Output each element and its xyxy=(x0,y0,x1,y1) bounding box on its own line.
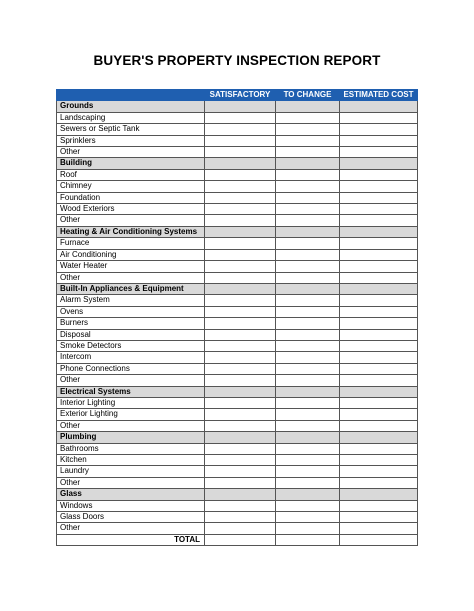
item-row xyxy=(57,238,418,249)
satisfactory-cell[interactable] xyxy=(205,500,276,511)
item-row xyxy=(57,272,418,283)
satisfactory-cell[interactable] xyxy=(205,112,276,123)
satisfactory-cell[interactable] xyxy=(205,192,276,203)
to-change-cell xyxy=(276,432,340,443)
item-row xyxy=(57,512,418,523)
item-label: Chimney xyxy=(57,181,205,192)
estimated-cost-cell[interactable] xyxy=(340,329,418,340)
satisfactory-cell[interactable] xyxy=(205,443,276,454)
satisfactory-cell[interactable] xyxy=(205,375,276,386)
item-label: Other xyxy=(57,477,205,488)
to-change-cell[interactable] xyxy=(276,238,340,249)
section-heading: Building xyxy=(57,158,205,169)
section-row xyxy=(57,158,418,169)
to-change-cell[interactable] xyxy=(276,147,340,158)
section-heading: Glass xyxy=(57,489,205,500)
estimated-cost-cell[interactable] xyxy=(340,363,418,374)
item-label: Intercom xyxy=(57,352,205,363)
estimated-cost-cell xyxy=(340,489,418,500)
satisfactory-cell xyxy=(205,101,276,112)
item-label: Other xyxy=(57,272,205,283)
section-row xyxy=(57,432,418,443)
to-change-cell[interactable] xyxy=(276,466,340,477)
total-label: TOTAL xyxy=(57,534,205,545)
item-row xyxy=(57,375,418,386)
to-change-cell[interactable] xyxy=(276,135,340,146)
to-change-cell xyxy=(276,226,340,237)
estimated-cost-cell xyxy=(340,283,418,294)
satisfactory-cell xyxy=(205,489,276,500)
section-heading: Grounds xyxy=(57,101,205,112)
estimated-cost-cell[interactable] xyxy=(340,169,418,180)
item-label: Ovens xyxy=(57,306,205,317)
estimated-cost-cell[interactable] xyxy=(340,443,418,454)
item-label: Disposal xyxy=(57,329,205,340)
estimated-cost-cell[interactable] xyxy=(340,352,418,363)
item-label: Furnace xyxy=(57,238,205,249)
estimated-cost-cell[interactable] xyxy=(340,272,418,283)
estimated-cost-cell xyxy=(340,432,418,443)
satisfactory-cell[interactable] xyxy=(205,272,276,283)
header-to-change: TO CHANGE xyxy=(276,90,340,101)
to-change-cell xyxy=(276,101,340,112)
item-label: Wood Exteriors xyxy=(57,204,205,215)
satisfactory-cell[interactable] xyxy=(205,512,276,523)
item-row xyxy=(57,397,418,408)
to-change-cell[interactable] xyxy=(276,329,340,340)
item-label: Exterior Lighting xyxy=(57,409,205,420)
satisfactory-cell[interactable] xyxy=(205,124,276,135)
item-label: Interior Lighting xyxy=(57,397,205,408)
item-label: Landscaping xyxy=(57,112,205,123)
inspection-body xyxy=(57,101,418,546)
satisfactory-cell xyxy=(205,158,276,169)
satisfactory-cell xyxy=(205,283,276,294)
estimated-cost-cell[interactable] xyxy=(340,477,418,488)
item-row xyxy=(57,420,418,431)
satisfactory-cell[interactable] xyxy=(205,397,276,408)
estimated-cost-cell[interactable] xyxy=(340,397,418,408)
item-row xyxy=(57,124,418,135)
estimated-cost-cell[interactable] xyxy=(340,512,418,523)
estimated-cost-cell[interactable] xyxy=(340,455,418,466)
to-change-cell[interactable] xyxy=(276,512,340,523)
to-change-cell[interactable] xyxy=(276,409,340,420)
satisfactory-cell[interactable] xyxy=(205,340,276,351)
estimated-cost-cell[interactable] xyxy=(340,124,418,135)
satisfactory-cell[interactable] xyxy=(205,249,276,260)
to-change-cell[interactable] xyxy=(276,215,340,226)
satisfactory-total-cell[interactable] xyxy=(205,534,276,545)
item-row xyxy=(57,169,418,180)
section-heading: Electrical Systems xyxy=(57,386,205,397)
to-change-cell xyxy=(276,386,340,397)
item-label: Sewers or Septic Tank xyxy=(57,124,205,135)
section-row xyxy=(57,101,418,112)
item-row xyxy=(57,318,418,329)
inspection-table xyxy=(56,89,418,546)
item-label: Smoke Detectors xyxy=(57,340,205,351)
estimated-cost-cell xyxy=(340,226,418,237)
item-row xyxy=(57,306,418,317)
header-satisfactory: SATISFACTORY xyxy=(205,90,276,101)
to-change-cell[interactable] xyxy=(276,455,340,466)
item-label: Bathrooms xyxy=(57,443,205,454)
item-label: Glass Doors xyxy=(57,512,205,523)
to-change-cell[interactable] xyxy=(276,375,340,386)
to-change-cell[interactable] xyxy=(276,124,340,135)
satisfactory-cell xyxy=(205,226,276,237)
estimated-cost-cell[interactable] xyxy=(340,204,418,215)
header-estimated-cost: ESTIMATED COST xyxy=(340,90,418,101)
to-change-cell[interactable] xyxy=(276,272,340,283)
to-change-cell[interactable] xyxy=(276,352,340,363)
item-label: Sprinklers xyxy=(57,135,205,146)
item-row xyxy=(57,135,418,146)
item-label: Foundation xyxy=(57,192,205,203)
estimated-cost-cell[interactable] xyxy=(340,500,418,511)
estimated-cost-cell[interactable] xyxy=(340,295,418,306)
to-change-total-cell[interactable] xyxy=(276,534,340,545)
total-row xyxy=(57,534,418,545)
estimated-cost-cell[interactable] xyxy=(340,238,418,249)
estimated-cost-cell[interactable] xyxy=(340,466,418,477)
item-label: Other xyxy=(57,523,205,534)
item-label: Water Heater xyxy=(57,261,205,272)
satisfactory-cell[interactable] xyxy=(205,329,276,340)
item-label: Other xyxy=(57,215,205,226)
item-label: Burners xyxy=(57,318,205,329)
estimated-cost-cell[interactable] xyxy=(340,523,418,534)
item-row xyxy=(57,466,418,477)
satisfactory-cell[interactable] xyxy=(205,204,276,215)
to-change-cell[interactable] xyxy=(276,295,340,306)
item-label: Alarm System xyxy=(57,295,205,306)
item-label: Other xyxy=(57,147,205,158)
item-row xyxy=(57,112,418,123)
to-change-cell[interactable] xyxy=(276,477,340,488)
item-row xyxy=(57,147,418,158)
satisfactory-cell[interactable] xyxy=(205,261,276,272)
item-row xyxy=(57,352,418,363)
estimated-cost-cell[interactable] xyxy=(340,181,418,192)
item-row xyxy=(57,329,418,340)
item-label: Other xyxy=(57,375,205,386)
estimated-cost-cell[interactable] xyxy=(340,375,418,386)
satisfactory-cell[interactable] xyxy=(205,352,276,363)
estimated-cost-cell[interactable] xyxy=(340,340,418,351)
to-change-cell[interactable] xyxy=(276,261,340,272)
estimated-cost-total-cell[interactable] xyxy=(340,534,418,545)
section-heading: Plumbing xyxy=(57,432,205,443)
satisfactory-cell[interactable] xyxy=(205,215,276,226)
item-label: Roof xyxy=(57,169,205,180)
item-label: Laundry xyxy=(57,466,205,477)
to-change-cell[interactable] xyxy=(276,420,340,431)
estimated-cost-cell xyxy=(340,101,418,112)
estimated-cost-cell[interactable] xyxy=(340,306,418,317)
satisfactory-cell[interactable] xyxy=(205,409,276,420)
item-row xyxy=(57,363,418,374)
estimated-cost-cell xyxy=(340,158,418,169)
satisfactory-cell[interactable] xyxy=(205,466,276,477)
item-row xyxy=(57,409,418,420)
to-change-cell[interactable] xyxy=(276,340,340,351)
satisfactory-cell[interactable] xyxy=(205,181,276,192)
to-change-cell[interactable] xyxy=(276,443,340,454)
estimated-cost-cell[interactable] xyxy=(340,135,418,146)
item-row xyxy=(57,340,418,351)
header-item-column xyxy=(57,90,205,101)
estimated-cost-cell[interactable] xyxy=(340,215,418,226)
satisfactory-cell xyxy=(205,386,276,397)
satisfactory-cell[interactable] xyxy=(205,306,276,317)
satisfactory-cell xyxy=(205,432,276,443)
estimated-cost-cell[interactable] xyxy=(340,249,418,260)
item-row xyxy=(57,477,418,488)
estimated-cost-cell[interactable] xyxy=(340,318,418,329)
header-row xyxy=(57,90,418,101)
item-row xyxy=(57,181,418,192)
to-change-cell[interactable] xyxy=(276,249,340,260)
estimated-cost-cell[interactable] xyxy=(340,409,418,420)
estimated-cost-cell[interactable] xyxy=(340,192,418,203)
to-change-cell[interactable] xyxy=(276,192,340,203)
item-label: Other xyxy=(57,420,205,431)
item-row xyxy=(57,295,418,306)
section-row xyxy=(57,226,418,237)
item-row xyxy=(57,500,418,511)
estimated-cost-cell[interactable] xyxy=(340,261,418,272)
estimated-cost-cell[interactable] xyxy=(340,112,418,123)
item-row xyxy=(57,249,418,260)
to-change-cell xyxy=(276,489,340,500)
estimated-cost-cell[interactable] xyxy=(340,147,418,158)
satisfactory-cell[interactable] xyxy=(205,523,276,534)
satisfactory-cell[interactable] xyxy=(205,147,276,158)
satisfactory-cell[interactable] xyxy=(205,455,276,466)
item-row xyxy=(57,261,418,272)
to-change-cell[interactable] xyxy=(276,318,340,329)
satisfactory-cell[interactable] xyxy=(205,238,276,249)
satisfactory-cell[interactable] xyxy=(205,363,276,374)
estimated-cost-cell xyxy=(340,386,418,397)
item-label: Kitchen xyxy=(57,455,205,466)
to-change-cell[interactable] xyxy=(276,112,340,123)
to-change-cell xyxy=(276,283,340,294)
satisfactory-cell[interactable] xyxy=(205,420,276,431)
item-row xyxy=(57,443,418,454)
to-change-cell[interactable] xyxy=(276,204,340,215)
to-change-cell[interactable] xyxy=(276,500,340,511)
item-label: Windows xyxy=(57,500,205,511)
section-row xyxy=(57,386,418,397)
to-change-cell[interactable] xyxy=(276,306,340,317)
satisfactory-cell[interactable] xyxy=(205,318,276,329)
report-title: BUYER'S PROPERTY INSPECTION REPORT xyxy=(93,53,381,68)
estimated-cost-cell[interactable] xyxy=(340,420,418,431)
item-row xyxy=(57,455,418,466)
satisfactory-cell[interactable] xyxy=(205,477,276,488)
to-change-cell[interactable] xyxy=(276,363,340,374)
to-change-cell[interactable] xyxy=(276,523,340,534)
section-heading: Built-In Appliances & Equipment xyxy=(57,283,205,294)
to-change-cell[interactable] xyxy=(276,397,340,408)
to-change-cell[interactable] xyxy=(276,181,340,192)
satisfactory-cell[interactable] xyxy=(205,135,276,146)
to-change-cell[interactable] xyxy=(276,169,340,180)
satisfactory-cell[interactable] xyxy=(205,295,276,306)
section-heading: Heating & Air Conditioning Systems xyxy=(57,226,205,237)
item-row xyxy=(57,215,418,226)
satisfactory-cell[interactable] xyxy=(205,169,276,180)
to-change-cell xyxy=(276,158,340,169)
item-row xyxy=(57,523,418,534)
item-label: Phone Connections xyxy=(57,363,205,374)
item-row xyxy=(57,204,418,215)
section-row xyxy=(57,283,418,294)
section-row xyxy=(57,489,418,500)
item-row xyxy=(57,192,418,203)
item-label: Air Conditioning xyxy=(57,249,205,260)
